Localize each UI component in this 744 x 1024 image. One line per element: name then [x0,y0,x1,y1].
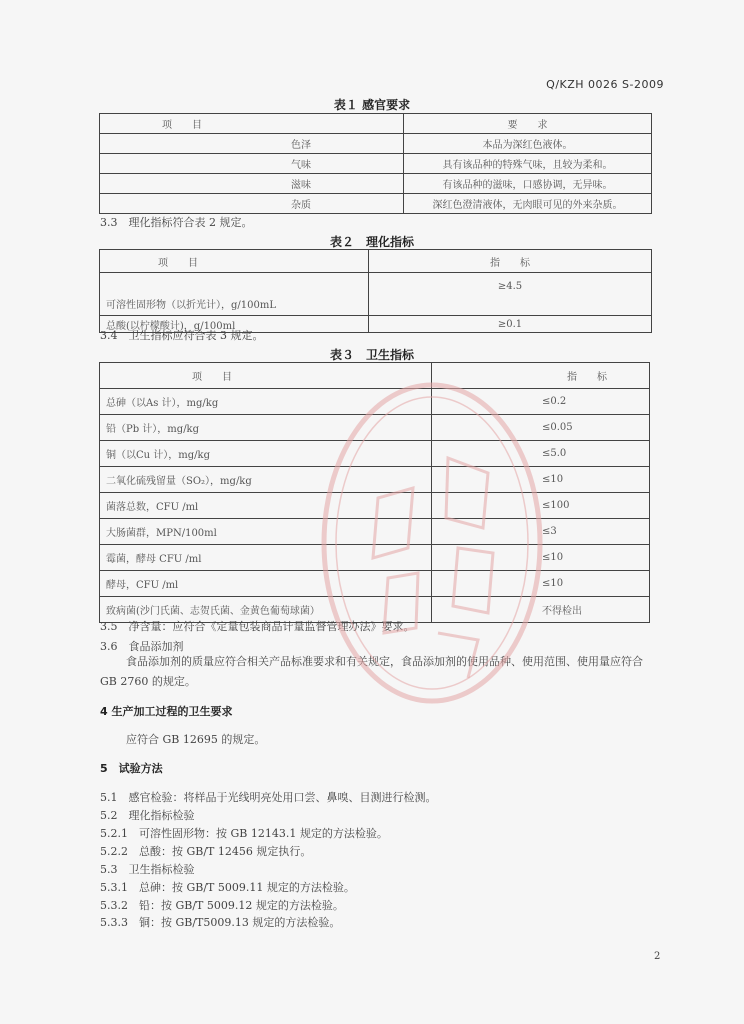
table-cell: ≥4.5 [369,273,652,316]
table3-caption: 表３ 卫生指标 [329,348,414,362]
clause-3-5: 3.5 净含量：应符合《定量包装商品计量监督管理办法》要求。 [100,620,415,633]
section-4-heading: 4 生产加工过程的卫生要求 [100,705,233,718]
table-cell: 酵母，CFU /ml [100,571,432,597]
table-row [100,415,650,441]
table-cell: ≤5.0 [432,441,650,467]
clause-3-3: 3.3 理化指标符合表 2 规定。 [100,216,253,229]
clause-5-2-1: 5.2.1 可溶性固形物：按 GB 12143.1 规定的方法检验。 [100,827,388,840]
table-row [100,467,650,493]
clause-3-4: 3.4 卫生指标应符合表 3 规定。 [100,329,264,342]
table-header-cell: 指 标 [432,363,650,389]
table-cell: 铜（以Cu 计），mg/kg [100,441,432,467]
table-row [100,441,650,467]
hygiene-indicators-table [99,362,650,623]
table-cell: 可溶性固形物（以折光计），g/100mL [100,273,369,316]
table-cell: 色泽 [100,134,404,154]
table-cell: 不得检出 [432,597,650,623]
standard-code: Q/KZH 0026 S-2009 [546,78,664,91]
table-cell: 大肠菌群，MPN/100ml [100,519,432,545]
table-header-cell: 要 求 [404,114,652,134]
clause-5-3-2: 5.3.2 铅：按 GB/T 5009.12 规定的方法检验。 [100,899,344,912]
table-cell: ≤0.2 [432,389,650,415]
table-cell: 二氧化硫残留量（SO₂），mg/kg [100,467,432,493]
table-cell: ≤100 [432,493,650,519]
table-row [100,545,650,571]
table-cell: 滋味 [100,174,404,194]
clause-5-2-2: 5.2.2 总酸：按 GB/T 12456 规定执行。 [100,845,312,858]
clause-3-6-text: 食品添加剂的质量应符合相关产品标准要求和有关规定，食品添加剂的使用品种、使用范围、使用量应符合 GB 2760 的规定。 [100,655,643,688]
clause-3-6: 3.6 食品添加剂 [100,640,184,653]
section-5-heading: 5 试验方法 [100,762,163,775]
table-cell: 具有该品种的特殊气味，且较为柔和。 [404,154,652,174]
table1-caption: 表１ 感官要求 [333,98,411,112]
table-cell: 铅（Pb 计），mg/kg [100,415,432,441]
table-header-cell: 项 目 [100,114,404,134]
clause-5-3-3: 5.3.3 铜：按 GB/T5009.13 规定的方法检验。 [100,916,341,929]
table-header-cell: 项 目 [100,250,369,273]
table-header-cell: 项 目 [100,363,432,389]
table-header-row [100,114,652,134]
table-header-row [100,250,652,273]
table-cell: 有该品种的滋味，口感协调，无异味。 [404,174,652,194]
table-cell: ≤10 [432,571,650,597]
table-cell: 致病菌(沙门氏菌、志贺氏菌、金黄色葡萄球菌） [100,597,432,623]
table-cell: 总砷（以As 计），mg/kg [100,389,432,415]
table-cell: ≤3 [432,519,650,545]
table-cell: 深红色澄清液体，无肉眼可见的外来杂质。 [404,194,652,214]
clause-5-1: 5.1 感官检验：将样品于光线明亮处用口尝、鼻嗅、目测进行检测。 [100,791,437,804]
clause-5-2: 5.2 理化指标检验 [100,809,195,822]
table-row [100,174,652,194]
table-cell: 本品为深红色液体。 [404,134,652,154]
table-row [100,571,650,597]
table-cell: 总酸(以柠檬酸计)，g/100ml [100,316,369,333]
table-row [100,194,652,214]
table-row [100,493,650,519]
table2-caption: 表２ 理化指标 [329,235,414,249]
table-row [100,273,652,316]
physicochemical-table [99,249,652,333]
section-4-text: 应符合 GB 12695 的规定。 [126,733,266,746]
table-header-cell: 指 标 [369,250,652,273]
table-cell: 霉菌，酵母 CFU /ml [100,545,432,571]
clause-5-3-1: 5.3.1 总砷：按 GB/T 5009.11 规定的方法检验。 [100,881,355,894]
table-cell: ≤10 [432,545,650,571]
table-row [100,519,650,545]
table-cell: ≤0.05 [432,415,650,441]
table-cell: 杂质 [100,194,404,214]
table-cell: ≥0.1 [369,316,652,333]
clause-5-3: 5.3 卫生指标检验 [100,863,195,876]
sensory-requirements-table [99,113,652,214]
table-header-row [100,363,650,389]
table-row [100,134,652,154]
table-row [100,389,650,415]
table-row [100,154,652,174]
page-number: 2 [654,951,661,962]
table-cell: 菌落总数，CFU /ml [100,493,432,519]
table-cell: 气味 [100,154,404,174]
table-cell: ≤10 [432,467,650,493]
